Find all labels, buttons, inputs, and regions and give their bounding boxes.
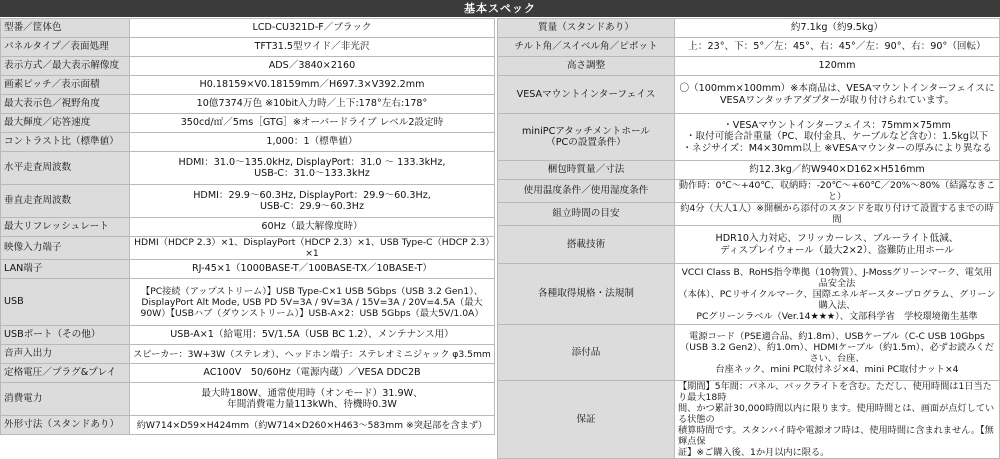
spec-label: 音声入出力: [1, 345, 130, 364]
spec-value-line: USB-C：31.0～133.3kHz: [254, 168, 370, 179]
spec-label: 質量（スタンドあり）: [498, 19, 675, 38]
spec-value: 約12.3kg／約W940×D162×H516mm: [675, 161, 1000, 180]
spec-label: コントラスト比（標準値）: [1, 133, 130, 152]
spec-label: 各種取得規格・法規制: [498, 264, 675, 325]
spec-value-line: 間、かつ累計30,000時間以内に限ります。使用時間とは、画面が点灯している状態の: [678, 403, 995, 426]
spec-value: 10億7374万色 ※10bit入力時／上下:178°左右:178°: [130, 95, 495, 114]
spec-value-line: 90W）【USBハブ（ダウンストリーム）】USB-A×2：USB 5Gbps（最大5V/1.0A）: [140, 307, 484, 319]
spec-label: パネルタイプ／表面処理: [1, 38, 130, 57]
spec-value-line: HDR10入力対応、フリッカーレス、ブルーライト低減、: [715, 233, 959, 245]
spec-value-line: HDMI：31.0～135.0kHz, DisplayPort：31.0 ～ 133.3kHz,: [178, 156, 446, 168]
spec-value-line: ・ネジサイズ：M4×30mm以上 ※VESAマウンターの厚みにより異なる: [682, 142, 992, 154]
spec-value: [130, 152, 495, 185]
spec-value: [130, 279, 495, 326]
spec-value-line: ・VESAマウントインターフェイス：75mm×75mm: [723, 119, 951, 131]
spec-value-line: 〇（100mm×100mm）※本商品は、VESAマウントインターフェイスに: [679, 83, 995, 94]
spec-label: 垂直走査周波数: [1, 185, 130, 218]
spec-label: USB: [1, 279, 130, 326]
spec-value: [130, 383, 495, 416]
spec-value-line: 年間消費電力量113kWh、待機時0.3W: [227, 399, 397, 411]
spec-value: RJ-45×1（1000BASE-T／100BASE-TX／10BASE-T）: [130, 260, 495, 279]
spec-value: [675, 381, 1000, 459]
spec-value-line: 電源コード（PSE適合品、約1.8m）、USBケーブル（C-C USB 10Gbps: [689, 330, 985, 342]
spec-label: 映像入力端子: [1, 237, 130, 260]
spec-label: 梱包時質量／寸法: [498, 161, 675, 180]
spec-value: H0.18159×V0.18159mm／H697.3×V392.2mm: [130, 76, 495, 95]
spec-value: 60Hz（最大解像度時）: [130, 218, 495, 237]
spec-value-line: 証】※ご購入後、1か月以内に限る。: [678, 447, 830, 459]
spec-value: 上：23°、下：5°／左：45°、右：45°／左：90°、右：90°（回転）: [675, 38, 1000, 57]
spec-label: [498, 114, 675, 161]
spec-label: 最大輝度／応答速度: [1, 114, 130, 133]
spec-value: 120mm: [675, 57, 1000, 76]
spec-value: [675, 76, 1000, 114]
spec-label: 型番／筐体色: [1, 19, 130, 38]
spec-value-line: （本体）、PCリサイクルマーク、国際エネルギースタープログラム、グリーン購入法、: [678, 288, 996, 311]
spec-value: 約W714×D59×H424mm（約W714×D260×H463～583mm ※突起部を含まず）: [130, 416, 495, 435]
spec-value: LCD-CU321D-F／ブラック: [130, 19, 495, 38]
spec-value: AC100V 50/60Hz（電源内蔵）／VESA DDC2B: [130, 364, 495, 383]
spec-value: [130, 185, 495, 218]
spec-label: VESAマウントインターフェイス: [498, 76, 675, 114]
spec-label: 表示方式／最大表示解像度: [1, 57, 130, 76]
spec-value-line: HDMI：29.9～60.3Hz, DisplayPort：29.9～60.3Hz,: [193, 189, 431, 201]
spec-column-left: [0, 18, 495, 435]
spec-label: 消費電力: [1, 383, 130, 416]
spec-label-line: miniPCアタッチメントホール: [522, 125, 650, 137]
spec-value-line: VESAワンタッチアダプターが取り付けられています。: [719, 94, 955, 106]
spec-label: 定格電圧／プラグ&プレイ: [1, 364, 130, 383]
spec-value: 動作時：0℃～+40℃、収納時：-20℃～+60℃／20%～80%（結露なきこと）: [675, 180, 1000, 203]
spec-label: LAN端子: [1, 260, 130, 279]
spec-value-line: DisplayPort Alt Mode, USB PD 5V=3A / 9V=3A / 15V=3A / 20V=4.5A（最大: [141, 296, 483, 308]
spec-value-line: 台座ネック、mini PC取付ネジ×4、mini PC取付ナット×4: [715, 363, 959, 375]
spec-value: USB-A×1（給電用：5V/1.5A（USB BC 1.2）、メンテナンス用）: [130, 326, 495, 345]
spec-label: 高さ調整: [498, 57, 675, 76]
spec-label: 搭載技術: [498, 226, 675, 264]
spec-value: [675, 264, 1000, 325]
spec-value: [675, 114, 1000, 161]
spec-value: 1,000：1（標準値）: [130, 133, 495, 152]
spec-value-line: （USB 3.2 Gen2）、約1.0m）、HDMIケーブル（約1.5m）、必ずお読みください、台座、: [680, 341, 994, 364]
spec-value: 約7.1kg（約9.5kg）: [675, 19, 1000, 38]
spec-label-line: （PCの設置条件）: [546, 137, 626, 148]
spec-label: チルト角／スイベル角／ピボット: [498, 38, 675, 57]
spec-value-line: ・取付可能合計重量（PC、取付金具、ケーブルなど含む）：1.5kg以下: [685, 131, 989, 143]
spec-label: USBポート（その他）: [1, 326, 130, 345]
spec-label: 添付品: [498, 325, 675, 381]
spec-value: スピーカー：3W+3W（ステレオ）、ヘッドホン端子：ステレオミニジャック φ3.5mm: [130, 345, 495, 364]
spec-value-line: ディスプレイウォール（最大2×2）、盗難防止用ホール: [720, 244, 954, 256]
spec-value: TFT31.5型ワイド／非光沢: [130, 38, 495, 57]
spec-label: 外形寸法（スタンドあり）: [1, 416, 130, 435]
spec-title: 基本スペック: [0, 0, 1000, 17]
spec-label: 保証: [498, 381, 675, 459]
spec-value: HDMI（HDCP 2.3）×1、DisplayPort（HDCP 2.3）×1、USB Type-C（HDCP 2.3）×1: [130, 237, 495, 260]
spec-value: 約4分（大人1人）※開梱から添付のスタンドを取り付けて設置するまでの時間: [675, 203, 1000, 226]
spec-value: [675, 325, 1000, 381]
spec-value: ADS／3840×2160: [130, 57, 495, 76]
spec-label: 画素ピッチ／表示面積: [1, 76, 130, 95]
spec-value: 350cd/㎡／5ms［GTG］※オーバードライブ レベル2設定時: [130, 114, 495, 133]
spec-value-line: PCグリーンラベル（Ver.14★★★）、文部科学省 学校環境衛生基準: [696, 310, 978, 322]
spec-value-line: 【期間】5年間：パネル、バックライトを含む。ただし、使用時間は1日当たり最大18時: [678, 381, 992, 404]
spec-value-line: 積算時間です。スタンバイ時や電源オフ時は、使用時間に含まれません。【無輝点保: [678, 425, 994, 448]
spec-value-line: 【PC接続（アップストリーム）】USB Type-C×1 USB 5Gbps（USB 3.2 Gen1）、: [141, 285, 483, 297]
spec-value-line: 最大時180W、通常使用時（オンモード）31.9W、: [201, 387, 423, 399]
spec-label: 最大表示色／視野角度: [1, 95, 130, 114]
spec-column-right: [497, 18, 1000, 459]
spec-label: 最大リフレッシュレート: [1, 218, 130, 237]
spec-value-line: USB-C：29.9～60.3Hz: [259, 201, 364, 212]
spec-label: 組立時間の目安: [498, 203, 675, 226]
spec-value-line: VCCI Class B、RoHS指令準拠（10物質）、J-Mossグリーンマーク、電気用品安全法: [681, 266, 993, 289]
spec-label: 使用温度条件／使用湿度条件: [498, 180, 675, 203]
spec-value: [675, 226, 1000, 264]
spec-label: 水平走査周波数: [1, 152, 130, 185]
